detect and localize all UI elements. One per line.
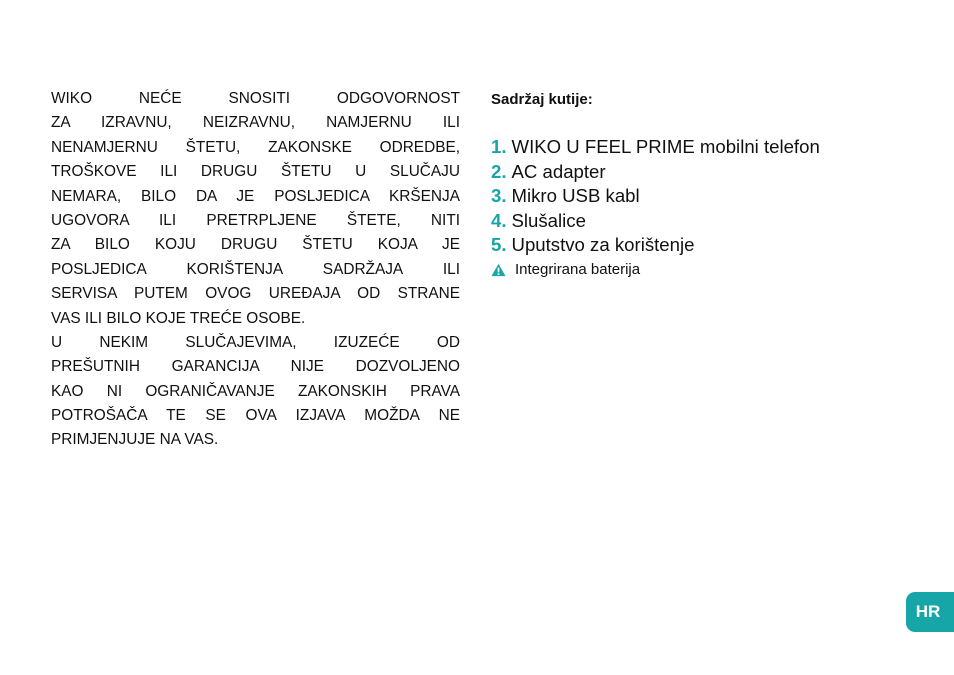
disclaimer-text [51, 87, 460, 453]
box-item [491, 233, 911, 258]
battery-note-label: Integrirana baterija [515, 260, 641, 278]
item-label: Mikro USB kabl [511, 185, 640, 207]
box-contents-title: Sadržaj kutije: [491, 91, 593, 108]
item-label: AC adapter [511, 160, 606, 182]
disclaimer-line: TROŠKOVE ILI DRUGU ŠTETU U SLUČAJU [51, 163, 460, 181]
disclaimer-line: NENAMJERNU ŠTETU, ZAKONSKE ODREDBE, [51, 138, 460, 156]
item-number: 3. [491, 185, 507, 207]
disclaimer-line: WIKO NEĆE SNOSITI ODGOVORNOST [51, 90, 460, 107]
disclaimer-line: U NEKIM SLUČAJEVIMA, IZUZEĆE OD [51, 333, 460, 351]
box-contents-section [491, 90, 911, 282]
item-number: 1. [491, 136, 507, 157]
warning-triangle-icon [491, 263, 506, 277]
disclaimer-line: SERVISA PUTEM OVOG UREĐAJA OD STRANE [51, 285, 460, 303]
disclaimer-line: POTROŠAČA TE SE OVA IZJAVA MOŽDA NE [51, 407, 460, 425]
disclaimer-line: UGOVORA ILI PRETRPLJENE ŠTETE, NITI [51, 211, 460, 229]
disclaimer-line: PREŠUTNIH GARANCIJA NIJE DOZVOLJENO [51, 358, 460, 376]
disclaimer-line: ZA BILO KOJU DRUGU ŠTETU KOJA JE [51, 236, 460, 254]
disclaimer-line: KAO NI OGRANIČAVANJE ZAKONSKIH PRAVA [51, 382, 460, 400]
disclaimer-line: NEMARA, BILO DA JE POSLJEDICA KRŠENJA [51, 187, 460, 205]
language-code: HR [915, 602, 941, 621]
box-item [491, 135, 911, 160]
language-tab [906, 592, 954, 632]
disclaimer-line: POSLJEDICA KORIŠTENJA SADRŽAJA ILI [51, 260, 460, 278]
disclaimer-line: ZA IZRAVNU, NEIZRAVNU, NAMJERNU ILI [51, 114, 460, 132]
item-number: 2. [491, 160, 507, 182]
box-item [491, 160, 911, 185]
item-number: 5. [491, 234, 507, 256]
disclaimer-line: PRIMJENJUJE NA VAS. [51, 431, 219, 449]
box-item [491, 209, 911, 234]
disclaimer-line: VAS ILI BILO KOJE TREĆE OSOBE. [51, 309, 306, 327]
item-label: WIKO U FEEL PRIME mobilni telefon [511, 136, 820, 157]
battery-note [491, 258, 911, 282]
item-label: Uputstvo za korištenje [511, 234, 695, 256]
item-number: 4. [491, 209, 507, 231]
box-item [491, 184, 911, 209]
item-label: Slušalice [511, 209, 586, 231]
